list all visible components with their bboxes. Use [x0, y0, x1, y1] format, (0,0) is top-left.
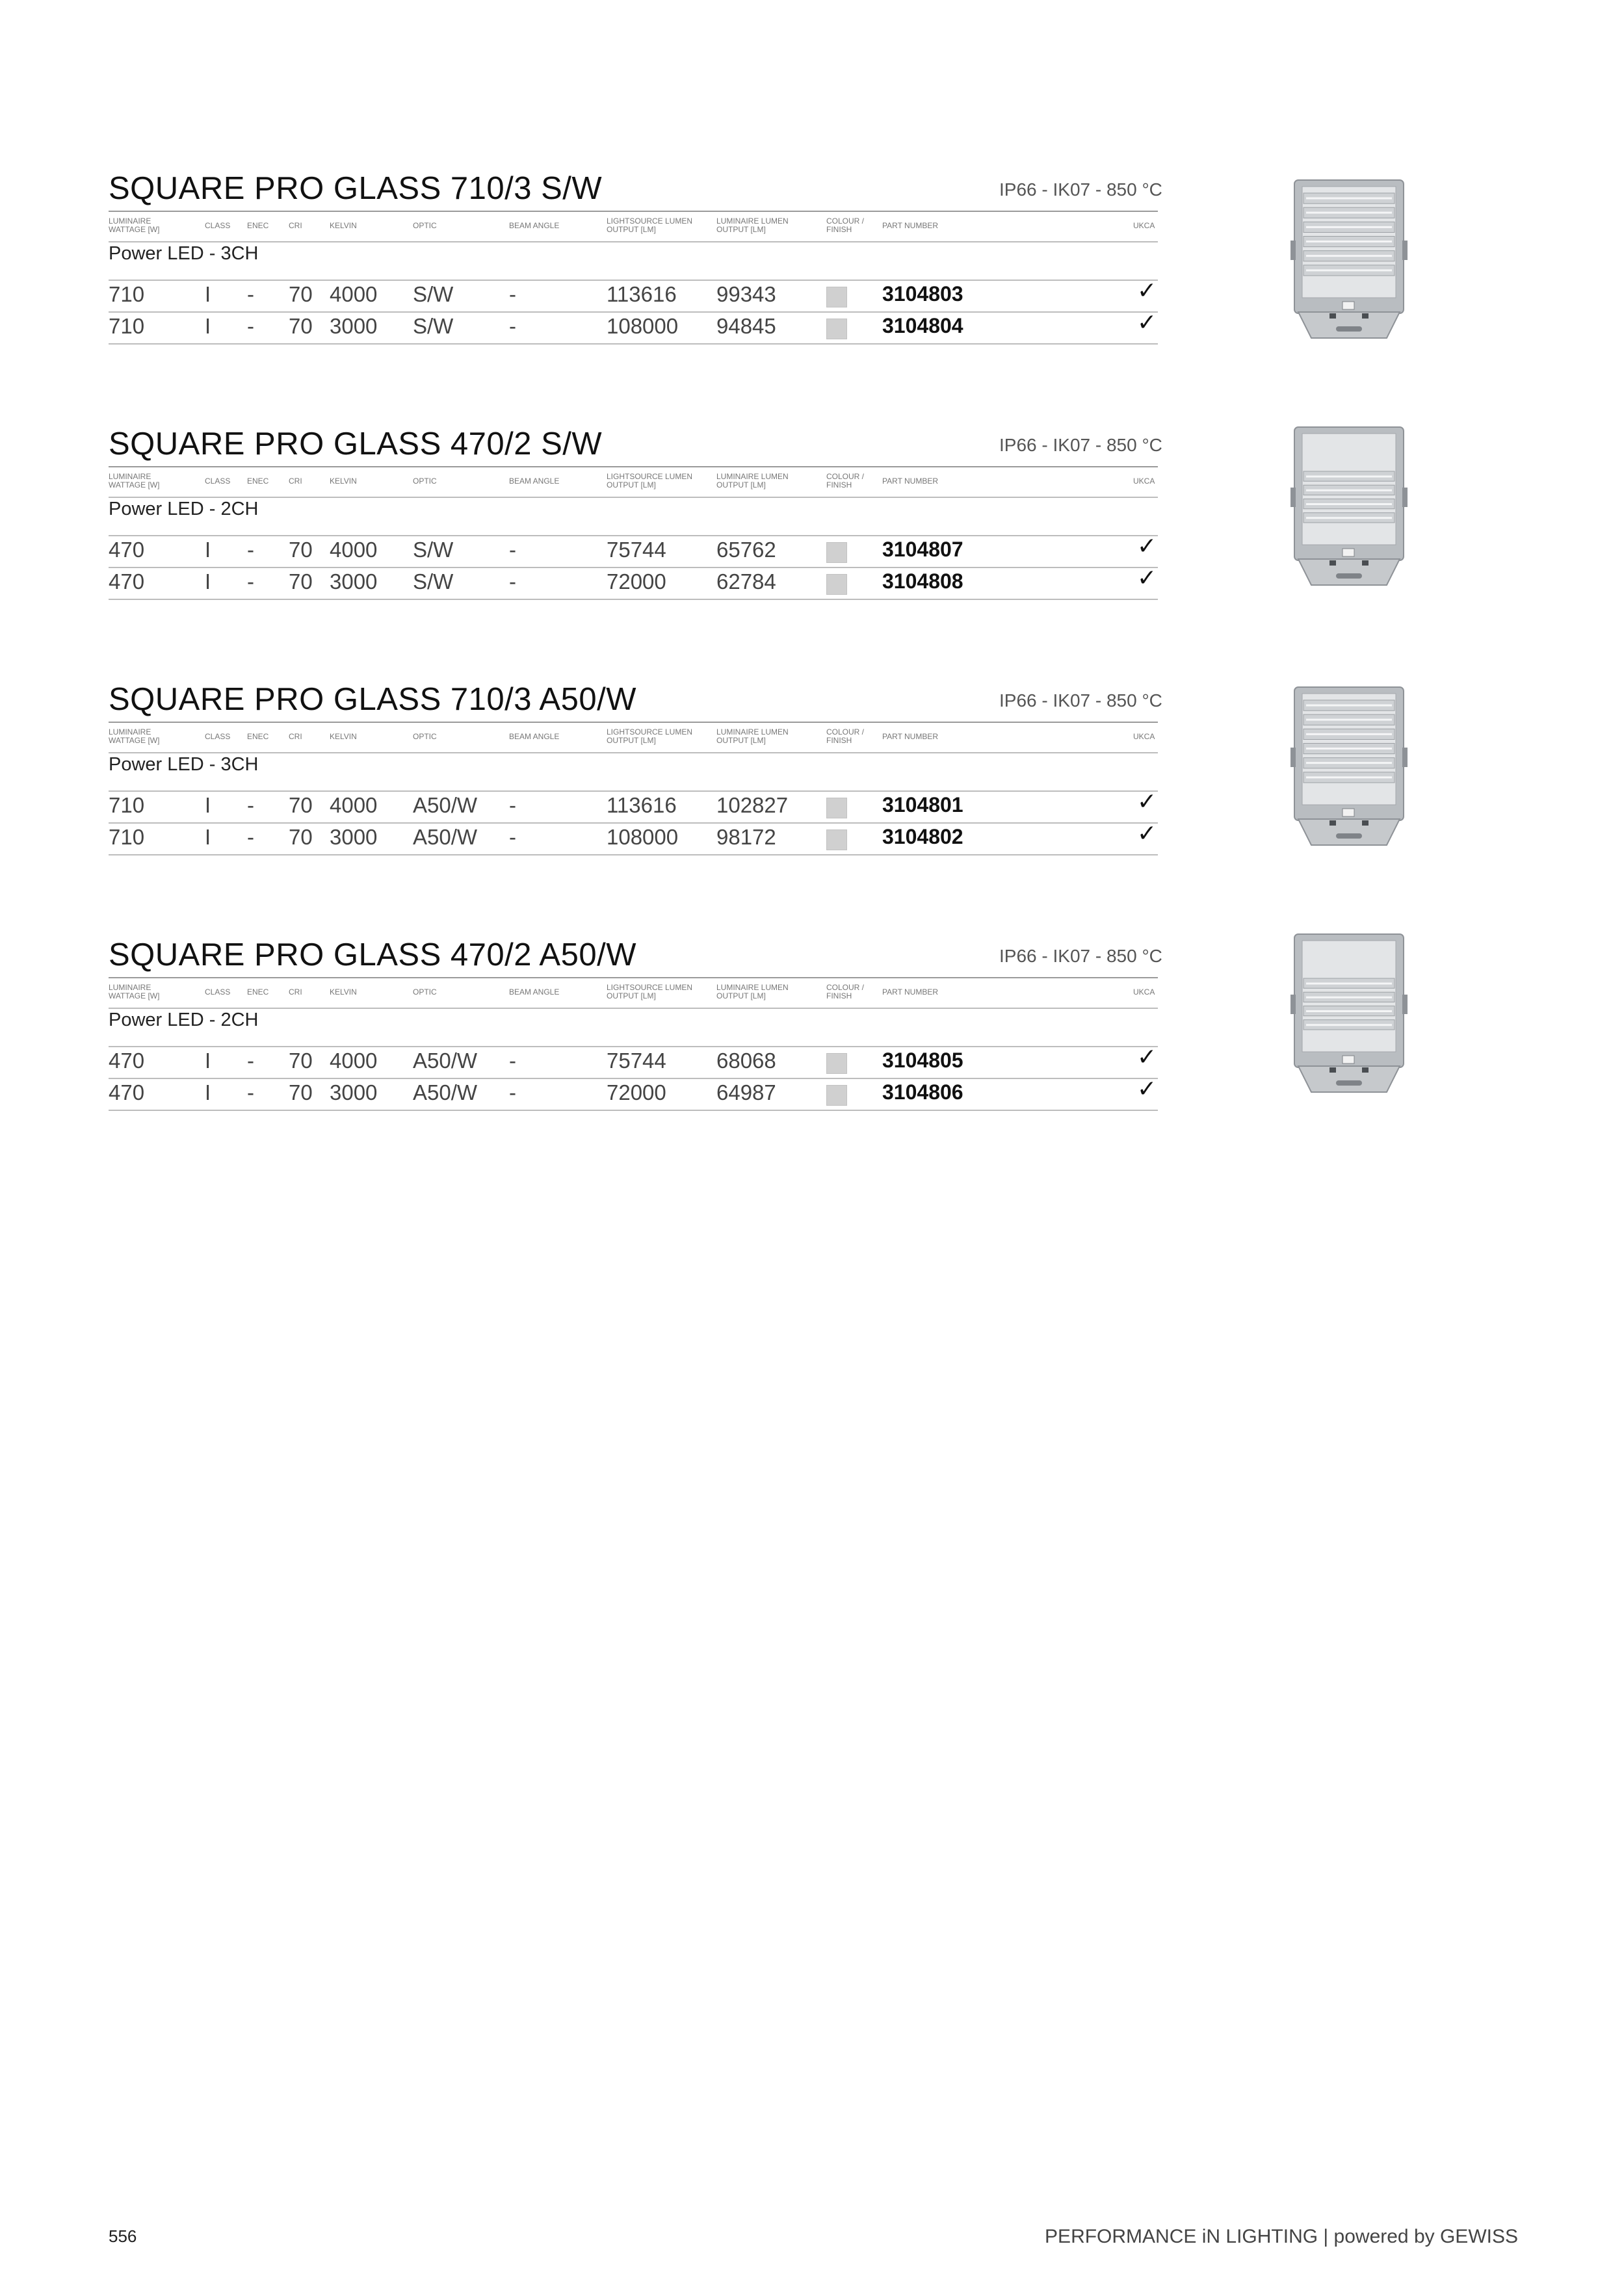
table-divider — [109, 1046, 1158, 1047]
cell-class: I — [205, 793, 211, 817]
cell-beam: - — [509, 314, 516, 338]
column-header-lum — [716, 217, 789, 234]
column-header-line: KELVIN — [330, 221, 357, 230]
column-header-line: LIGHTSOURCE LUMEN — [607, 983, 693, 992]
column-header-line: COLOUR / — [826, 983, 865, 992]
product-title: SQUARE PRO GLASS 710/3 A50/W — [109, 682, 636, 717]
cell-lum: 64987 — [716, 1080, 776, 1104]
table-divider — [109, 1008, 1158, 1009]
table-divider — [109, 752, 1158, 753]
column-header-line: LUMINAIRE — [109, 983, 151, 992]
column-header-line: LUMINAIRE — [109, 727, 151, 737]
column-header-line: OUTPUT [LM] — [607, 736, 656, 745]
column-header-line: CLASS — [205, 221, 231, 230]
product-section — [109, 170, 1422, 385]
column-header-line: ENEC — [247, 221, 269, 230]
column-header-beam — [509, 988, 559, 997]
table-divider — [109, 241, 1158, 242]
column-header-line: CRI — [289, 221, 302, 230]
colour-swatch — [826, 542, 847, 563]
part-number: 3104804 — [882, 314, 963, 337]
column-header-line: CRI — [289, 987, 302, 997]
cell-lum: 94845 — [716, 314, 776, 338]
cell-ls: 72000 — [607, 569, 666, 594]
column-header-line: ENEC — [247, 732, 269, 741]
column-header-line: UKCA — [1133, 987, 1155, 997]
page-number: 556 — [109, 2226, 137, 2246]
cell-optic: S/W — [413, 569, 454, 594]
column-header-line: CLASS — [205, 732, 231, 741]
column-header-line: UKCA — [1133, 732, 1155, 741]
colour-swatch — [826, 829, 847, 850]
column-header-ls — [607, 728, 692, 745]
column-header-line: OUTPUT [LM] — [716, 736, 766, 745]
column-header-line: FINISH — [826, 991, 852, 1000]
column-header-kelvin — [330, 988, 357, 997]
ukca-check-icon: ✓ — [1137, 820, 1157, 846]
cell-class: I — [205, 569, 211, 594]
column-header-wattage — [109, 984, 159, 1000]
table-divider — [109, 343, 1158, 345]
ukca-check-icon: ✓ — [1137, 788, 1157, 815]
part-number: 3104803 — [882, 282, 963, 306]
column-header-line: OPTIC — [413, 732, 437, 741]
cell-class: I — [205, 314, 211, 338]
product-image — [1290, 933, 1408, 1128]
column-header-part — [882, 733, 938, 741]
product-section — [109, 426, 1422, 640]
cell-enec: - — [247, 825, 254, 849]
cell-kelvin: 3000 — [330, 825, 378, 849]
column-header-line: OPTIC — [413, 987, 437, 997]
column-header-line: OUTPUT [LM] — [716, 225, 766, 234]
table-divider — [109, 599, 1158, 600]
table-divider — [109, 854, 1158, 855]
protection-rating: IP66 - IK07 - 850 °C — [999, 690, 1162, 711]
column-header-col — [826, 473, 864, 489]
column-header-lum — [716, 984, 789, 1000]
column-header-line: PART NUMBER — [882, 732, 939, 741]
table-divider — [109, 1078, 1158, 1079]
column-header-col — [826, 984, 864, 1000]
part-number: 3104808 — [882, 569, 963, 593]
column-header-ls — [607, 217, 692, 234]
column-header-line: WATTAGE [W] — [109, 225, 160, 234]
column-header-line: OUTPUT [LM] — [716, 480, 766, 489]
cell-optic: A50/W — [413, 793, 478, 817]
column-header-class — [205, 477, 230, 486]
colour-swatch — [826, 319, 847, 339]
cell-beam: - — [509, 1080, 516, 1104]
colour-swatch — [826, 798, 847, 818]
cell-cri: 70 — [289, 569, 313, 594]
column-header-line: KELVIN — [330, 732, 357, 741]
cell-enec: - — [247, 1049, 254, 1073]
column-header-optic — [413, 988, 437, 997]
column-header-class — [205, 222, 230, 230]
group-label: Power LED - 2CH — [109, 499, 259, 519]
cell-class: I — [205, 825, 211, 849]
cell-beam: - — [509, 569, 516, 594]
column-header-ukca — [1133, 733, 1155, 741]
cell-kelvin: 4000 — [330, 793, 378, 817]
cell-ls: 113616 — [607, 793, 677, 817]
column-header-part — [882, 477, 938, 486]
table-divider — [109, 1110, 1158, 1111]
product-image — [1290, 179, 1408, 374]
column-header-line: PART NUMBER — [882, 476, 939, 486]
cell-ls: 75744 — [607, 1049, 666, 1073]
product-image — [1290, 426, 1408, 621]
column-header-enec — [247, 477, 268, 486]
table-divider — [109, 722, 1158, 723]
column-header-kelvin — [330, 222, 357, 230]
column-header-part — [882, 988, 938, 997]
cell-class: I — [205, 1080, 211, 1104]
group-label: Power LED - 3CH — [109, 243, 259, 264]
column-header-line: BEAM ANGLE — [509, 732, 560, 741]
column-header-line: CRI — [289, 732, 302, 741]
cell-beam: - — [509, 825, 516, 849]
column-header-line: WATTAGE [W] — [109, 736, 160, 745]
column-header-enec — [247, 222, 268, 230]
cell-enec: - — [247, 282, 254, 306]
column-header-line: LIGHTSOURCE LUMEN — [607, 727, 693, 737]
table-divider — [109, 567, 1158, 568]
cell-lum: 65762 — [716, 538, 776, 562]
cell-beam: - — [509, 538, 516, 562]
cell-optic: S/W — [413, 538, 454, 562]
colour-swatch — [826, 287, 847, 307]
cell-cri: 70 — [289, 538, 313, 562]
cell-optic: S/W — [413, 282, 454, 306]
column-header-line: FINISH — [826, 480, 852, 489]
column-header-line: CLASS — [205, 476, 231, 486]
cell-lum: 102827 — [716, 793, 789, 817]
cell-ls: 108000 — [607, 825, 679, 849]
column-header-lum — [716, 473, 789, 489]
ukca-check-icon: ✓ — [1137, 564, 1157, 591]
cell-ls: 108000 — [607, 314, 679, 338]
cell-cri: 70 — [289, 1049, 313, 1073]
cell-cri: 70 — [289, 1080, 313, 1104]
cell-ls: 113616 — [607, 282, 677, 306]
column-header-line: OUTPUT [LM] — [607, 991, 656, 1000]
ukca-check-icon: ✓ — [1137, 532, 1157, 559]
cell-beam: - — [509, 282, 516, 306]
cell-lum: 98172 — [716, 825, 776, 849]
cell-enec: - — [247, 793, 254, 817]
ukca-check-icon: ✓ — [1137, 309, 1157, 335]
cell-wattage: 470 — [109, 1049, 145, 1073]
cell-class: I — [205, 538, 211, 562]
column-header-line: LIGHTSOURCE LUMEN — [607, 472, 693, 481]
column-header-line: LUMINAIRE — [109, 472, 151, 481]
cell-optic: A50/W — [413, 825, 478, 849]
column-header-class — [205, 733, 230, 741]
part-number: 3104807 — [882, 538, 963, 561]
cell-kelvin: 3000 — [330, 314, 378, 338]
column-header-enec — [247, 988, 268, 997]
column-header-cri — [289, 222, 302, 230]
column-header-cri — [289, 988, 302, 997]
cell-lum: 62784 — [716, 569, 776, 594]
ukca-check-icon: ✓ — [1137, 277, 1157, 304]
column-header-line: LUMINAIRE LUMEN — [716, 727, 789, 737]
column-header-kelvin — [330, 733, 357, 741]
column-header-wattage — [109, 217, 159, 234]
column-header-line: WATTAGE [W] — [109, 991, 160, 1000]
group-label: Power LED - 2CH — [109, 1010, 259, 1030]
table-divider — [109, 822, 1158, 824]
ukca-check-icon: ✓ — [1137, 1075, 1157, 1102]
protection-rating: IP66 - IK07 - 850 °C — [999, 179, 1162, 200]
column-header-line: KELVIN — [330, 987, 357, 997]
product-image — [1290, 686, 1408, 881]
column-header-line: OUTPUT [LM] — [607, 480, 656, 489]
table-divider — [109, 211, 1158, 212]
protection-rating: IP66 - IK07 - 850 °C — [999, 435, 1162, 455]
column-header-optic — [413, 222, 437, 230]
cell-optic: A50/W — [413, 1080, 478, 1104]
cell-cri: 70 — [289, 793, 313, 817]
column-header-cri — [289, 477, 302, 486]
cell-wattage: 710 — [109, 282, 145, 306]
column-header-line: OUTPUT [LM] — [607, 225, 656, 234]
cell-kelvin: 4000 — [330, 538, 378, 562]
cell-beam: - — [509, 793, 516, 817]
column-header-line: ENEC — [247, 476, 269, 486]
cell-cri: 70 — [289, 282, 313, 306]
colour-swatch — [826, 1053, 847, 1074]
column-header-wattage — [109, 728, 159, 745]
cell-cri: 70 — [289, 314, 313, 338]
cell-optic: S/W — [413, 314, 454, 338]
cell-kelvin: 3000 — [330, 569, 378, 594]
cell-kelvin: 3000 — [330, 1080, 378, 1104]
table-divider — [109, 977, 1158, 978]
part-number: 3104802 — [882, 825, 963, 848]
column-header-line: CLASS — [205, 987, 231, 997]
table-divider — [109, 466, 1158, 467]
cell-wattage: 710 — [109, 825, 145, 849]
column-header-line: LUMINAIRE LUMEN — [716, 983, 789, 992]
column-header-line: COLOUR / — [826, 216, 865, 226]
column-header-line: LIGHTSOURCE LUMEN — [607, 216, 693, 226]
column-header-ukca — [1133, 988, 1155, 997]
ukca-check-icon: ✓ — [1137, 1043, 1157, 1070]
cell-enec: - — [247, 538, 254, 562]
column-header-line: ENEC — [247, 987, 269, 997]
cell-kelvin: 4000 — [330, 282, 378, 306]
cell-lum: 99343 — [716, 282, 776, 306]
column-header-line: BEAM ANGLE — [509, 221, 560, 230]
column-header-wattage — [109, 473, 159, 489]
table-divider — [109, 280, 1158, 281]
column-header-line: FINISH — [826, 225, 852, 234]
column-header-line: UKCA — [1133, 221, 1155, 230]
column-header-ls — [607, 984, 692, 1000]
table-divider — [109, 535, 1158, 536]
column-header-line: KELVIN — [330, 476, 357, 486]
protection-rating: IP66 - IK07 - 850 °C — [999, 946, 1162, 966]
cell-optic: A50/W — [413, 1049, 478, 1073]
cell-class: I — [205, 1049, 211, 1073]
colour-swatch — [826, 574, 847, 595]
column-header-optic — [413, 477, 437, 486]
column-header-lum — [716, 728, 789, 745]
cell-wattage: 710 — [109, 793, 145, 817]
column-header-ukca — [1133, 477, 1155, 486]
column-header-line: CRI — [289, 476, 302, 486]
column-header-ls — [607, 473, 692, 489]
column-header-line: LUMINAIRE LUMEN — [716, 472, 789, 481]
column-header-line: OPTIC — [413, 476, 437, 486]
column-header-line: FINISH — [826, 736, 852, 745]
cell-enec: - — [247, 569, 254, 594]
column-header-line: PART NUMBER — [882, 221, 939, 230]
cell-cri: 70 — [289, 825, 313, 849]
column-header-line: COLOUR / — [826, 727, 865, 737]
cell-enec: - — [247, 314, 254, 338]
column-header-line: PART NUMBER — [882, 987, 939, 997]
column-header-beam — [509, 222, 559, 230]
part-number: 3104806 — [882, 1080, 963, 1104]
column-header-line: LUMINAIRE — [109, 216, 151, 226]
colour-swatch — [826, 1085, 847, 1106]
column-header-line: WATTAGE [W] — [109, 480, 160, 489]
table-divider — [109, 497, 1158, 498]
cell-wattage: 470 — [109, 569, 145, 594]
cell-class: I — [205, 282, 211, 306]
column-header-cri — [289, 733, 302, 741]
footer-tagline: PERFORMANCE iN LIGHTING | powered by GEWISS — [1045, 2226, 1518, 2247]
part-number: 3104805 — [882, 1049, 963, 1072]
column-header-part — [882, 222, 938, 230]
cell-lum: 68068 — [716, 1049, 776, 1073]
cell-wattage: 710 — [109, 314, 145, 338]
column-header-kelvin — [330, 477, 357, 486]
column-header-col — [826, 728, 864, 745]
column-header-beam — [509, 477, 559, 486]
column-header-line: COLOUR / — [826, 472, 865, 481]
part-number: 3104801 — [882, 793, 963, 816]
table-divider — [109, 790, 1158, 792]
column-header-line: BEAM ANGLE — [509, 476, 560, 486]
column-header-line: OPTIC — [413, 221, 437, 230]
product-title: SQUARE PRO GLASS 470/2 A50/W — [109, 937, 636, 972]
cell-ls: 75744 — [607, 538, 666, 562]
cell-enec: - — [247, 1080, 254, 1104]
product-section — [109, 681, 1422, 896]
column-header-line: LUMINAIRE LUMEN — [716, 216, 789, 226]
product-section — [109, 937, 1422, 1151]
column-header-enec — [247, 733, 268, 741]
column-header-ukca — [1133, 222, 1155, 230]
cell-beam: - — [509, 1049, 516, 1073]
column-header-optic — [413, 733, 437, 741]
cell-wattage: 470 — [109, 1080, 145, 1104]
column-header-line: UKCA — [1133, 476, 1155, 486]
column-header-col — [826, 217, 864, 234]
column-header-beam — [509, 733, 559, 741]
group-label: Power LED - 3CH — [109, 754, 259, 775]
product-title: SQUARE PRO GLASS 710/3 S/W — [109, 171, 603, 206]
column-header-class — [205, 988, 230, 997]
cell-kelvin: 4000 — [330, 1049, 378, 1073]
column-header-line: OUTPUT [LM] — [716, 991, 766, 1000]
table-divider — [109, 311, 1158, 313]
cell-ls: 72000 — [607, 1080, 666, 1104]
column-header-line: BEAM ANGLE — [509, 987, 560, 997]
product-title: SQUARE PRO GLASS 470/2 S/W — [109, 426, 603, 462]
cell-wattage: 470 — [109, 538, 145, 562]
